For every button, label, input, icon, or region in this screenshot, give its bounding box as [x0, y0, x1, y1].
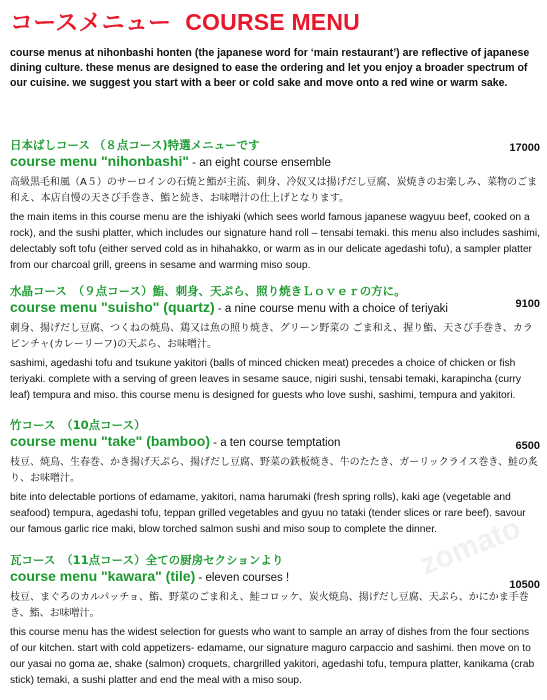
course-en-line [10, 432, 540, 452]
course-jp-description: 枝豆、焼鳥、生春巻、かき揚げ天ぷら、揚げだし豆腐、野菜の鉄板焼き、牛のたたき、ガーリックライス巻き、鮭の炙り、お味噌汁。 [10, 457, 538, 484]
course-price: 9100 [515, 298, 540, 310]
course-price: 10500 [509, 579, 540, 591]
course-tagline: - eleven courses ! [195, 572, 290, 584]
course-kawara [10, 553, 540, 689]
course-jp-title: 竹コース （10点コース） [10, 418, 146, 432]
course-price: 6500 [515, 440, 540, 452]
course-en-description: sashimi, agedashi tofu and tsukune yakitori (balls of minced chicken meat) precedes a choice of chicken or fish teriyaki. complete with a serving of green leaves in sesame sauce, nigiri sushi, tensabi temaki, karapincha (curry leaf) tempura and miso. this course menu is designed for guests who love sushi, sashimi, tempura and yakitori. [10, 358, 522, 401]
course-jp-description: 高級黒毛和風（A５）のサーロインの石焼と鮨が主流、刺身、冷奴又は揚げだし豆腐、炭焼きのお楽しみ、菜物のごま和え、本店自慢の天さび手巻き、鮨と続き、お味噌汁の仕上げとなります。 [10, 177, 538, 204]
course-suisho [10, 284, 540, 404]
course-name: course menu "suisho" (quartz) [10, 299, 215, 315]
course-name: course menu "take" (bamboo) [10, 433, 210, 449]
course-en-line [10, 298, 540, 318]
watermark: zomato [415, 511, 526, 582]
course-name: course menu "nihonbashi" [10, 153, 189, 169]
course-tagline: - a ten course temptation [209, 437, 341, 449]
page-title-jp: コースメニュー [10, 9, 172, 35]
course-nihonbashi [10, 138, 540, 274]
course-tagline: - a nine course menu with a choice of teriyaki [214, 303, 448, 315]
page-title [10, 4, 360, 37]
course-jp-description: 枝豆、まぐろのカルパッチョ、鮨、野菜のごま和え、鮭コロッケ、炭火焼鳥、揚げだし豆腐、天ぷら、かにかま手巻き、鮨、お味噌汁。 [10, 592, 529, 619]
page-title-en: COURSE MENU [185, 9, 360, 35]
course-en-line [10, 152, 540, 172]
course-en-description: this course menu has the widest selection for guests who want to sample an array of dishes from the four sections of our kitchen. start with cold appetizers- edamame, our signature maguro carpaccio and sashimi. then move on to our yasai no goma ae, shake (salmon) croquets, chargrilled yakitori, agedashi tofu, tempura platter, kanikama (crab stick) temaki, a sushi platter and end the meal with a miso soup. [10, 627, 535, 686]
course-price: 17000 [509, 142, 540, 154]
course-name: course menu "kawara" (tile) [10, 568, 196, 584]
course-jp-title: 水晶コース （９点コース）鮨、刺身、天ぷら、照り焼きＬｏｖｅｒの方に。 [10, 284, 406, 298]
course-en-description: the main items in this course menu are the ishiyaki (which sees world famous japanese wagyuu beef, cooked on a rock), and the sushi platter, which includes our signature hand roll – tensabi temaki. this menu also includes sashimi, delectably soft tofu (either served cold as in hihahakko, or warm as in our delicate agedashi tofu), a sampler platter from our charcoal grill, greens in sesame and warming miso soup. [10, 212, 540, 271]
course-jp-title: 日本ばしコース （８点コース)特選メニューです [10, 138, 260, 152]
intro-text: course menus at nihonbashi honten (the japanese word for ‘main restaurant’) are reflective of japanese dining culture. these menus are designed to ease the ordering and let you enjoy a broader spectrum of our cuisine. we suggest you start with a beer or cold sake and move onto a red wine or warm sake. [10, 47, 530, 89]
course-tagline: - an eight course ensemble [188, 157, 331, 169]
course-jp-title: 瓦コース （11点コース）全ての厨房セクションより [10, 553, 284, 567]
course-en-line [10, 567, 540, 587]
course-en-description: bite into delectable portions of edamame, yakitori, nama harumaki (fresh spring rolls), kaki age (vegetable and seafood) tempura, agedashi tofu, teppan grilled vegetables and gyuu no tataki (tender slices or rare beef). savour our famous garlic rice maki, blow torched salmon sushi and miso soup to complete the dinner. [10, 492, 526, 535]
course-take [10, 418, 540, 538]
course-jp-description: 刺身、揚げだし豆腐、つくねの焼鳥、鶏又は魚の照り焼き、グリーン野菜の ごま和え、握り鮨、天さび手巻き、カラピンチャ(カレーリーフ)の天ぷら、お味噌汁。 [10, 323, 533, 350]
